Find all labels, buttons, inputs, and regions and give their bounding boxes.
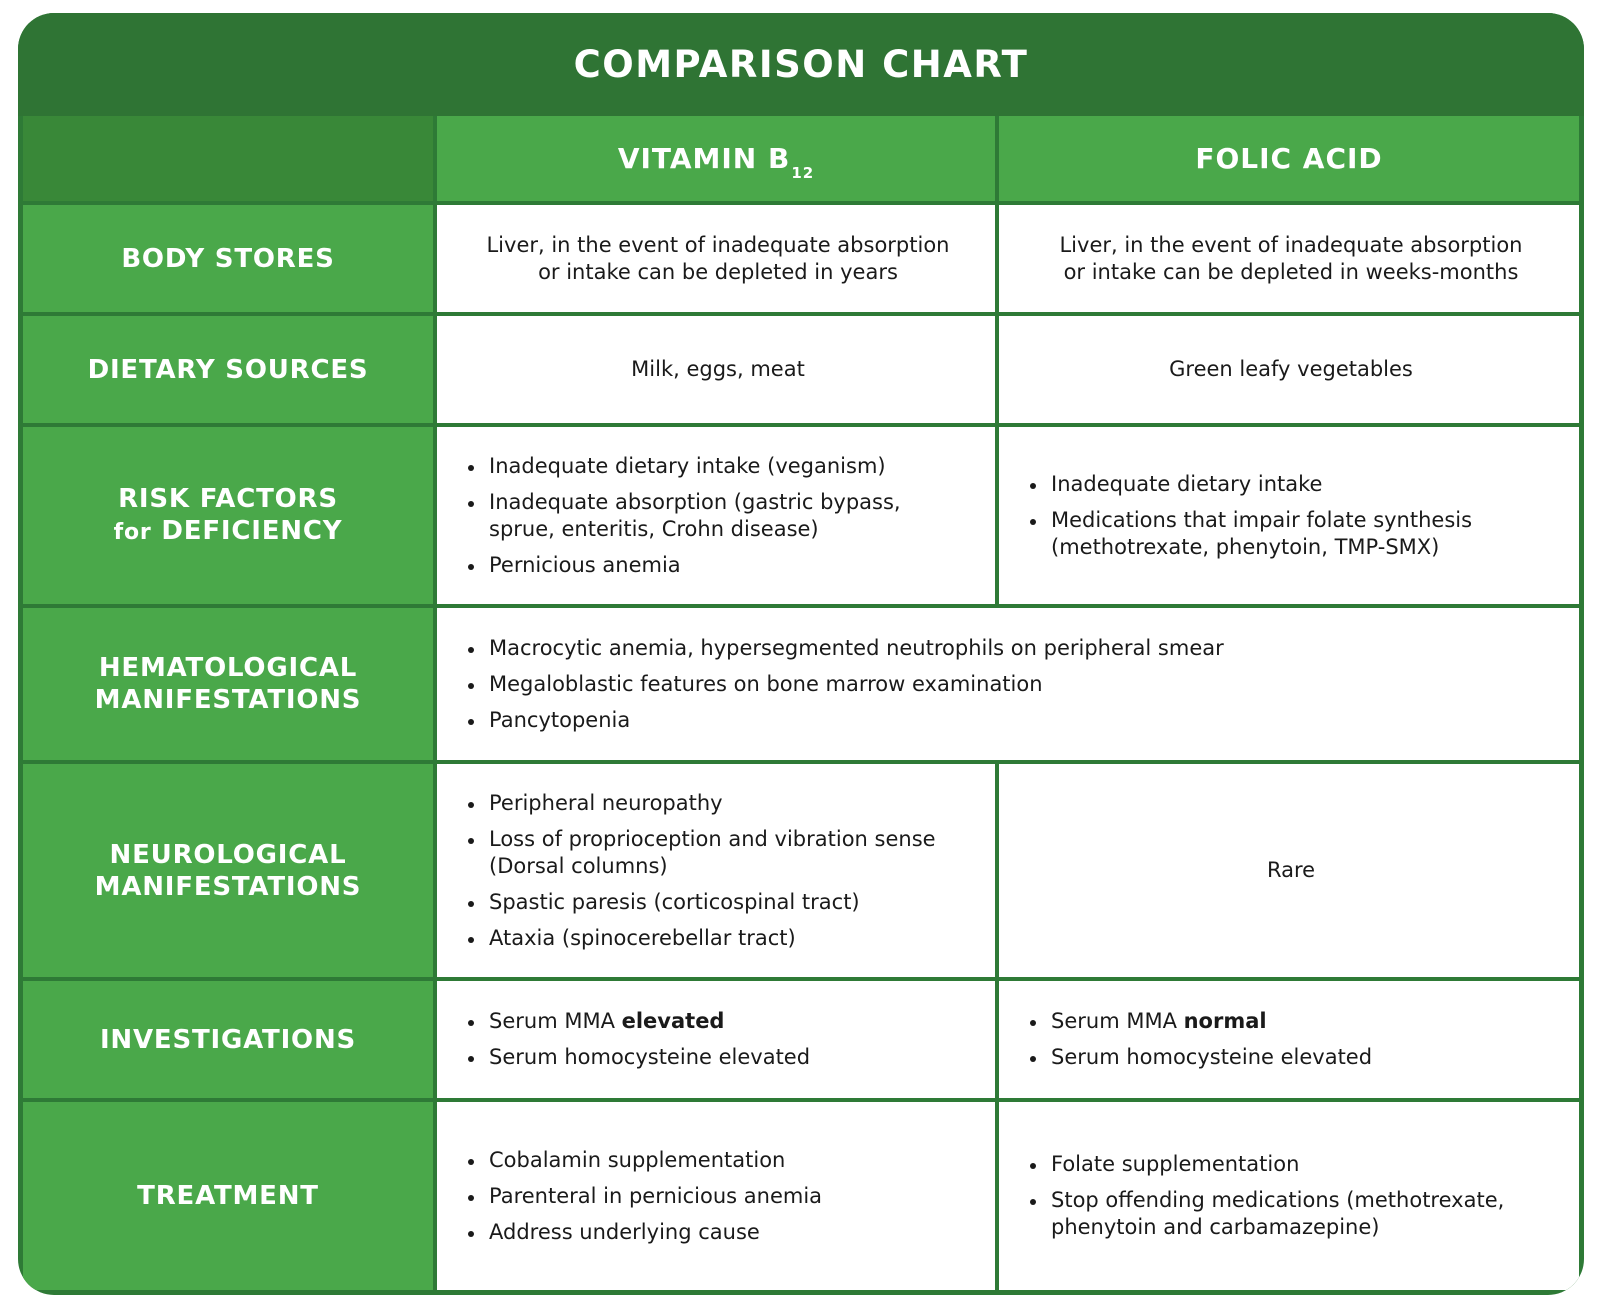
bullet-list <box>465 1008 810 1071</box>
mma-label: Serum MMA <box>489 1009 622 1033</box>
cell-body-stores-b12 <box>437 205 995 312</box>
mma-label: Serum MMA <box>1051 1009 1184 1033</box>
row-header-treatment: TREATMENT <box>23 1102 433 1290</box>
list-item: Spastic paresis (corticospinal tract) <box>465 889 971 916</box>
list-item: Loss of proprioception and vibration sense (Dorsal columns) <box>465 826 971 880</box>
bullet-list <box>1027 471 1555 561</box>
cell-body-stores-folic <box>999 205 1579 312</box>
cell-dietary-sources-b12: Milk, eggs, meat <box>437 316 995 423</box>
cell-neurological-folic: Rare <box>999 764 1579 977</box>
column-header-folic-acid: FOLIC ACID <box>999 116 1579 201</box>
list-item: Megaloblastic features on bone marrow examination <box>465 671 1224 698</box>
list-item: Peripheral neuropathy <box>465 790 971 817</box>
list-item: Parenteral in pernicious anemia <box>465 1183 822 1210</box>
cell-text-line: or intake can be depleted in weeks-months <box>1063 259 1519 284</box>
row-header-line: MANIFESTATIONS <box>94 871 362 902</box>
bullet-list <box>465 790 971 952</box>
list-item: Inadequate dietary intake (veganism) <box>465 453 971 480</box>
bullet-list <box>465 1147 822 1246</box>
list-item: Stop offending medications (methotrexate, phenytoin and carbamazepine) <box>1027 1187 1555 1241</box>
list-item: Cobalamin supplementation <box>465 1147 822 1174</box>
cell-text-line: Liver, in the event of inadequate absorption <box>1059 232 1523 257</box>
cell-text-line: or intake can be depleted in years <box>538 259 898 284</box>
cell-treatment-folic <box>999 1102 1579 1290</box>
cell-risk-factors-b12 <box>437 427 995 604</box>
cell-neurological-b12 <box>437 764 995 977</box>
column-header-vitamin-b12-label: VITAMIN B <box>617 142 791 175</box>
cell-hematological-shared <box>437 608 1579 760</box>
comparison-chart-card <box>18 13 1584 1295</box>
list-item: Ataxia (spinocerebellar tract) <box>465 925 971 952</box>
row-header-dietary-sources: DIETARY SOURCES <box>23 316 433 423</box>
mma-status-normal: normal <box>1183 1009 1267 1033</box>
comparison-table <box>23 116 1579 1290</box>
chart-title: COMPARISON CHART <box>573 43 1029 86</box>
cell-risk-factors-folic <box>999 427 1579 604</box>
row-header-for-word: for <box>113 519 152 545</box>
row-header-risk-factors <box>23 427 433 604</box>
row-header-line: NEUROLOGICAL <box>109 839 347 870</box>
list-item <box>1027 1008 1372 1035</box>
row-header-neurological <box>23 764 433 977</box>
row-header-line: MANIFESTATIONS <box>94 685 362 715</box>
list-item: Serum homocysteine elevated <box>465 1044 810 1071</box>
list-item: Folate supplementation <box>1027 1151 1555 1178</box>
list-item: Pancytopenia <box>465 707 1224 734</box>
list-item: Serum homocysteine elevated <box>1027 1044 1372 1071</box>
row-header-hematological <box>23 608 433 760</box>
row-header-line: RISK FACTORS <box>118 483 338 514</box>
list-item: Address underlying cause <box>465 1219 822 1246</box>
list-item <box>465 1008 810 1035</box>
cell-investigations-folic <box>999 981 1579 1098</box>
cell-text-line: Liver, in the event of inadequate absorption <box>486 232 950 257</box>
list-item: Inadequate dietary intake <box>1027 471 1555 498</box>
column-header-vitamin-b12 <box>437 116 995 201</box>
cell-dietary-sources-folic: Green leafy vegetables <box>999 316 1579 423</box>
bullet-list <box>1027 1008 1372 1071</box>
cell-treatment-b12 <box>437 1102 995 1290</box>
bullet-list <box>465 453 971 579</box>
column-header-vitamin-b12-subscript: 12 <box>791 163 815 182</box>
list-item: Medications that impair folate synthesis (methotrexate, phenytoin, TMP-SMX) <box>1027 507 1555 561</box>
row-header-line: DEFICIENCY <box>161 515 343 546</box>
row-header-investigations: INVESTIGATIONS <box>23 981 433 1098</box>
bullet-list <box>1027 1151 1555 1241</box>
mma-status-elevated: elevated <box>621 1009 725 1033</box>
title-bar <box>18 13 1584 116</box>
list-item: Pernicious anemia <box>465 552 971 579</box>
list-item: Inadequate absorption (gastric bypass, sprue, enteritis, Crohn disease) <box>465 489 971 543</box>
cell-investigations-b12 <box>437 981 995 1098</box>
list-item: Macrocytic anemia, hypersegmented neutrophils on peripheral smear <box>465 635 1224 662</box>
table-corner <box>23 116 433 201</box>
bullet-list <box>465 635 1224 734</box>
row-header-line: HEMATOLOGICAL <box>98 653 358 683</box>
row-header-body-stores: BODY STORES <box>23 205 433 312</box>
